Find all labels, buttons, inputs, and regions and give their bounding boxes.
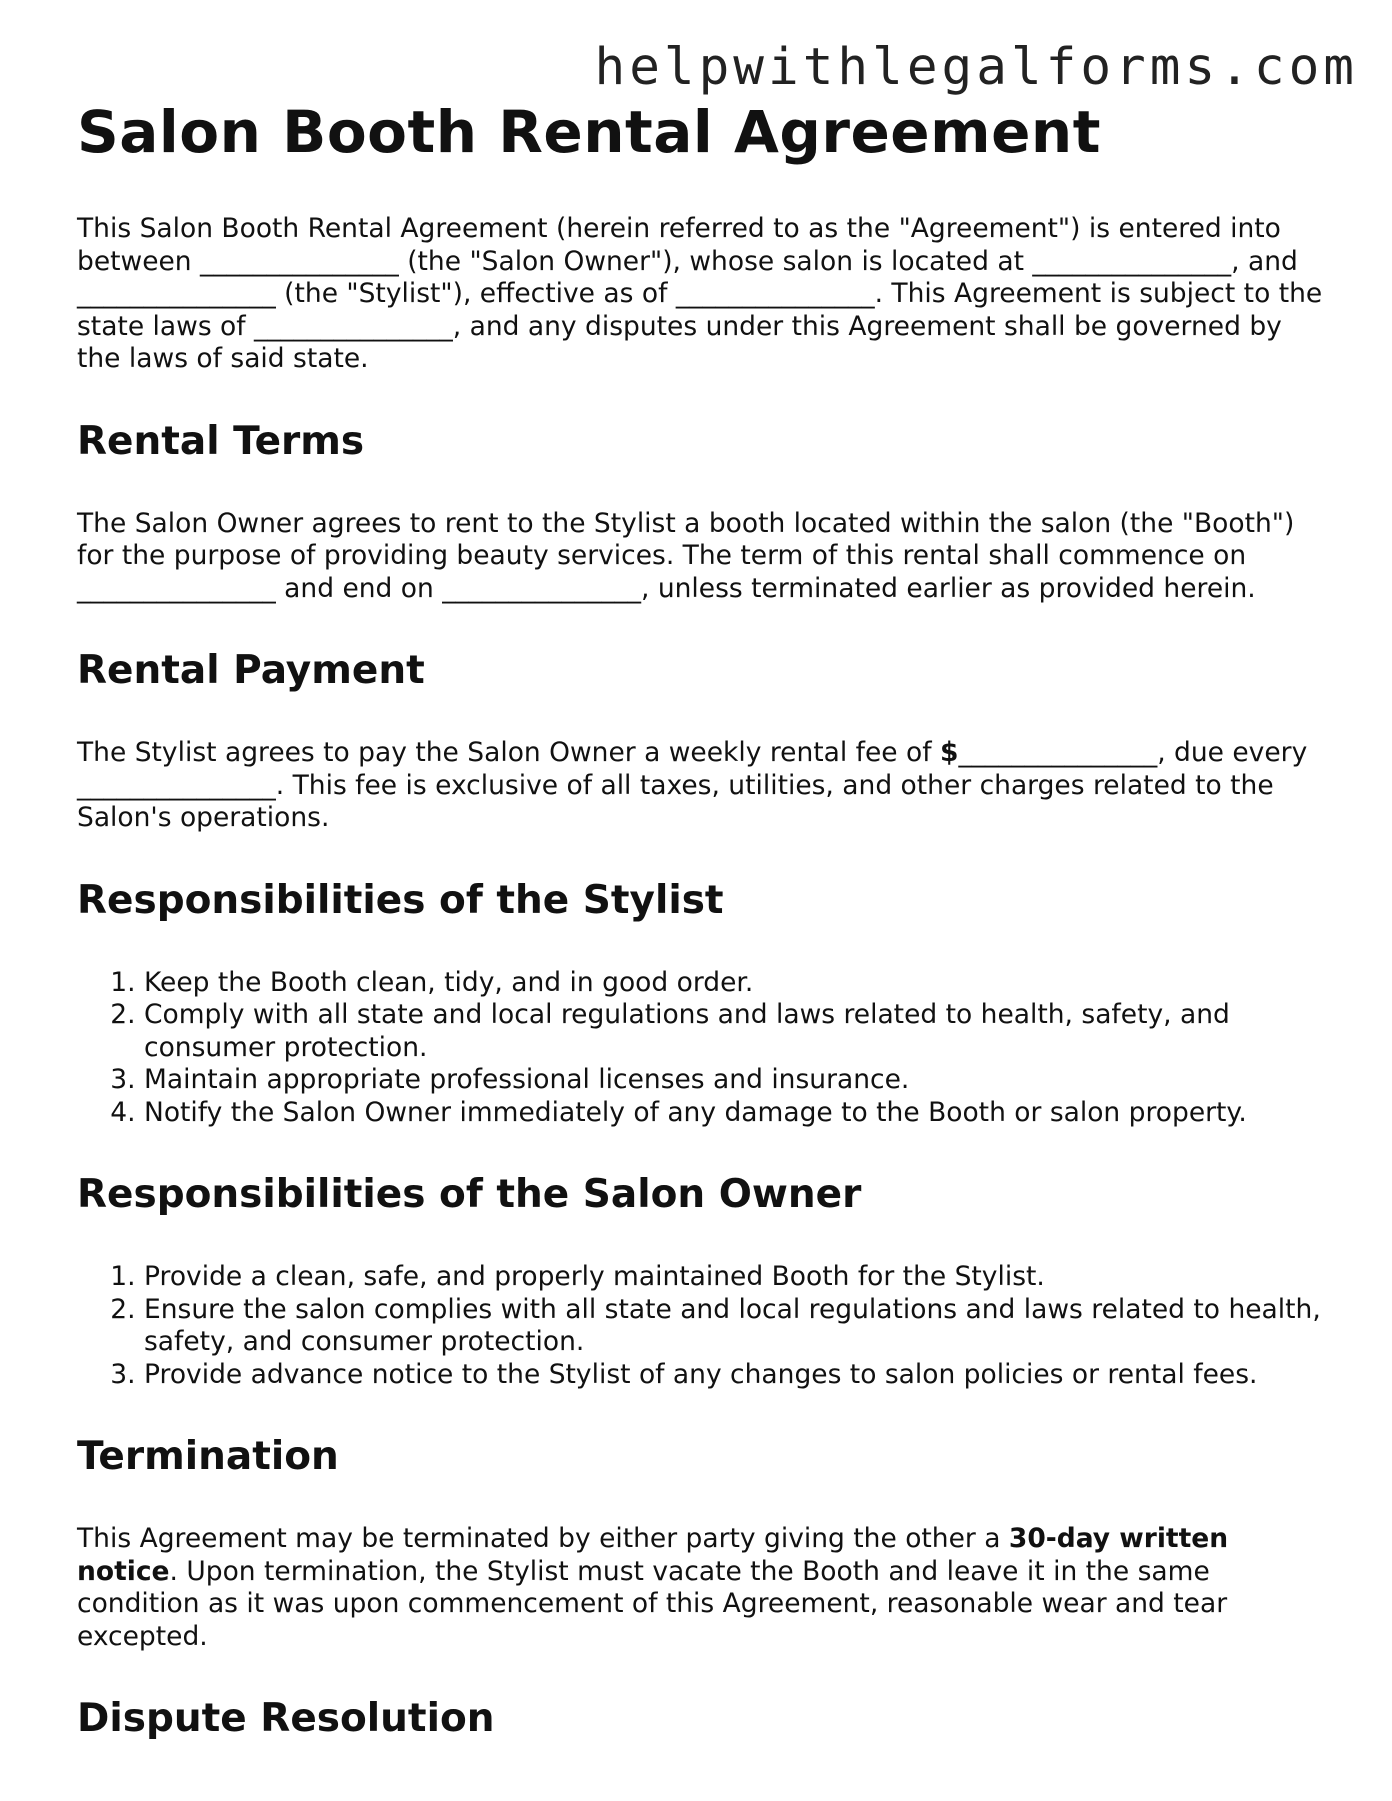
- termination-heading: Termination: [77, 1434, 339, 1479]
- list-item: 1. Provide a clean, safe, and properly maintained Booth for the Stylist.: [144, 1261, 1327, 1294]
- rental-terms-heading: Rental Terms: [77, 418, 365, 464]
- termination-text-start: This Agreement may be terminated by either party giving the other a: [77, 1523, 1009, 1554]
- rental-terms-paragraph: The Salon Owner agrees to rent to the Stylist a booth located within the salon (the "Booth") for the purpose of providing beauty services. The term of this rental shall commence on _______________ and end on _______________, unless terminated earlier as provided herein.: [77, 507, 1295, 604]
- rental-payment-text-end: _______________, due every _______________. This fee is exclusive of all taxes, utilities, and other charges related to the Salon's operations.: [77, 737, 1308, 833]
- stylist-responsibilities-list: [77, 967, 1327, 1130]
- list-item: 4. Notify the Salon Owner immediately of any damage to the Booth or salon property.: [144, 1097, 1327, 1130]
- list-item: 2. Comply with all state and local regulations and laws related to health, safety, and consumer protection.: [144, 999, 1327, 1064]
- intro-paragraph: This Salon Booth Rental Agreement (herein referred to as the "Agreement") is entered into between _______________ (the "Salon Owner"), whose salon is located at _______________, and _______________ (the "Stylist"), effective as of _______________. This Agreement is subject to the state laws of _______________, and any disputes under this Agreement shall be governed by the laws of said state.: [77, 213, 1323, 374]
- owner-responsibilities-heading: Responsibilities of the Salon Owner: [77, 1172, 862, 1217]
- termination-paragraph: [77, 1523, 1327, 1653]
- rental-payment-heading: Rental Payment: [77, 648, 425, 693]
- dispute-resolution-heading: Dispute Resolution: [77, 1696, 495, 1741]
- stylist-responsibilities-heading: Responsibilities of the Stylist: [77, 877, 724, 923]
- list-item: 3. Provide advance notice to the Stylist of any changes to salon policies or rental fees.: [144, 1359, 1327, 1392]
- owner-responsibilities-list: [77, 1261, 1327, 1391]
- document-title: Salon Booth Rental Agreement: [77, 98, 1101, 166]
- termination-text-end: . Upon termination, the Stylist must vacate the Booth and leave it in the same condition as it was upon commencement of this Agreement, reasonable wear and tear excepted.: [77, 1555, 1228, 1652]
- rental-payment-text-start: The Stylist agrees to pay the Salon Owner a weekly rental fee of: [77, 737, 940, 768]
- document-page: [77, 92, 1327, 1745]
- list-item: 1. Keep the Booth clean, tidy, and in good order.: [144, 967, 1327, 1000]
- notice-period: 30-day written notice: [77, 1523, 1229, 1587]
- list-item: 2. Ensure the salon complies with all state and local regulations and laws related to health, safety, and consumer protection.: [144, 1294, 1327, 1359]
- list-item: 3. Maintain appropriate professional licenses and insurance.: [144, 1064, 1327, 1097]
- dollar-sign: $: [939, 737, 959, 768]
- rental-payment-paragraph: [77, 737, 1327, 835]
- site-watermark: helpwithlegalforms.com: [594, 38, 1358, 97]
